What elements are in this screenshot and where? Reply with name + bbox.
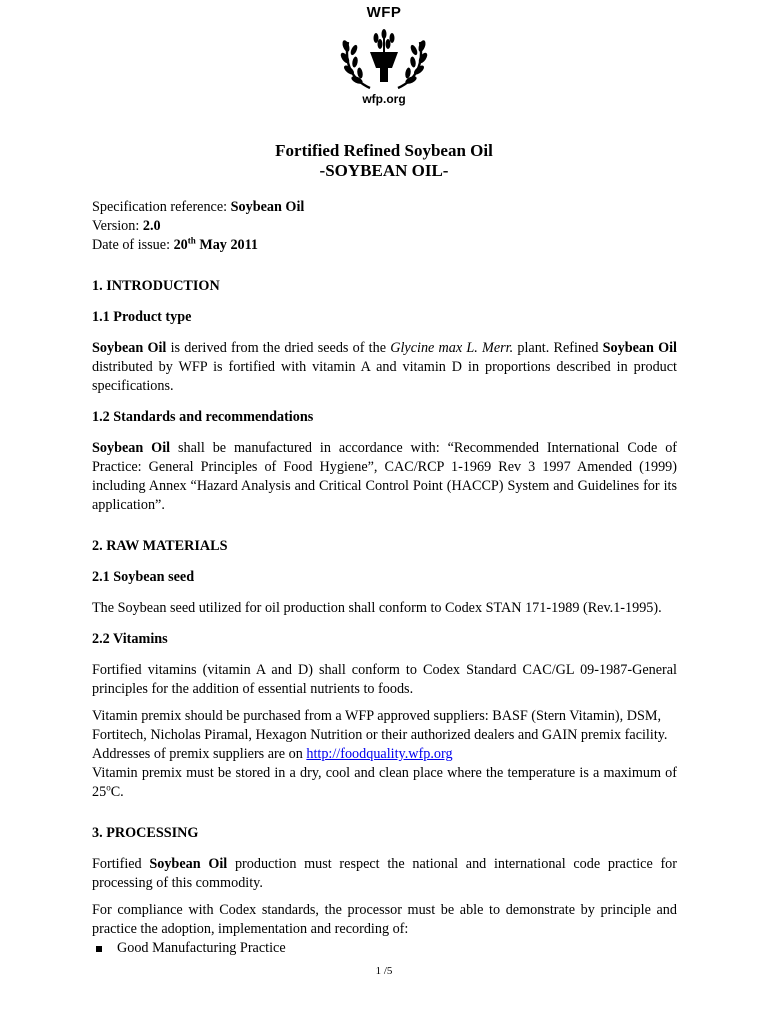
subsection-heading: 2.2 Vitamins [92, 631, 168, 647]
wfp-emblem-icon [340, 24, 428, 92]
paragraph: For compliance with Codex standards, the processor must be able to demonstrate by principle and practice the adoption, implementation and recording of: [92, 902, 677, 937]
list-item: Good Manufacturing Practice [92, 939, 677, 958]
document-title: Fortified Refined Soybean Oil [275, 141, 493, 160]
foodquality-link[interactable]: http://foodquality.wfp.org [306, 746, 453, 762]
paragraph: Fortified vitamins (vitamin A and D) shall conform to Codex Standard CAC/GL 09-1987-General principles for the addition of essential nutrients to foods. [92, 662, 677, 697]
paragraph: Vitamin premix should be purchased from a WFP approved suppliers: BASF (Stern Vitamin), DSM, Fortitech, Nicholas Piramal, Hexagon Nutrition or their authorized dealers and GAIN premix facility. Addresses of premix suppliers are on http://foodquality.wfp.org [92, 708, 668, 762]
section-heading: 3. PROCESSING [92, 825, 199, 841]
section-heading: 1. INTRODUCTION [92, 278, 220, 294]
paragraph: Soybean Oil is derived from the dried seeds of the Glycine max L. Merr. plant. Refined Soybean Oil distributed by WFP is fortified with vitamin A and vitamin D in proportions described in product specifications. [92, 340, 678, 394]
paragraph: Fortified Soybean Oil production must respect the national and international code practice for processing of this commodity. [92, 856, 677, 891]
subsection-heading: 1.2 Standards and recommendations [92, 409, 314, 425]
document-subtitle: -SOYBEAN OIL- [319, 161, 449, 180]
paragraph: Soybean Oil shall be manufactured in accordance with: “Recommended International Code of Practice: General Principles of Food Hygiene”, CAC/RCP 1-1969 Rev 3 1997 Amended (1999) including Annex “Hazard Analysis and Critical Control Point (HACCP) System and Guidelines for its application”. [92, 440, 678, 513]
page-number: 1 /5 [375, 965, 393, 977]
subsection-heading: 1.1 Product type [92, 309, 192, 325]
logo-top-text: WFP [366, 4, 402, 21]
date-of-issue: Date of issue: 20th May 2011 [92, 235, 259, 253]
spec-reference: Specification reference: Soybean Oil [92, 199, 305, 215]
section-heading: 2. RAW MATERIALS [92, 538, 228, 554]
version: Version: 2.0 [92, 218, 161, 234]
wfp-logo [334, 4, 434, 112]
logo-bottom-text: wfp.org [362, 92, 406, 106]
paragraph: Vitamin premix must be stored in a dry, cool and clean place where the temperature is a maximum of 25$^o$C. [92, 765, 677, 800]
subsection-heading: 2.1 Soybean seed [92, 569, 195, 585]
paragraph: The Soybean seed utilized for oil production shall conform to Codex STAN 171-1989 (Rev.1-1995). [92, 600, 662, 616]
bullet-square-icon [96, 946, 102, 952]
document-body [92, 198, 677, 958]
